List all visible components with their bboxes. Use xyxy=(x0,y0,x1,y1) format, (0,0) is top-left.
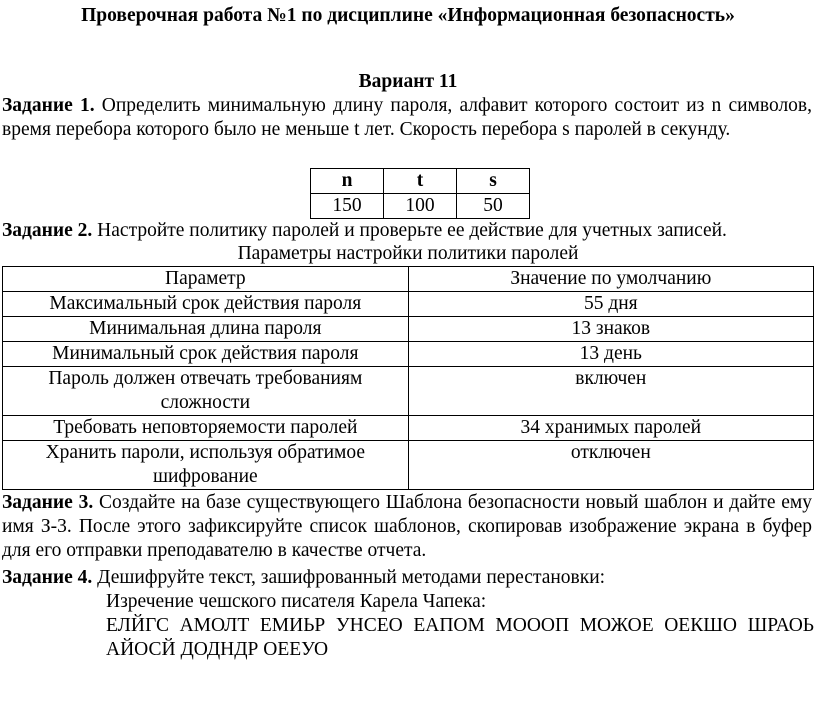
variant-heading: Вариант 11 xyxy=(358,71,458,92)
row-parameter: Хранить пароли, используя обратимое шифрование xyxy=(3,441,409,490)
row-value: 34 хранимых паролей xyxy=(408,416,813,441)
row-value: 13 знаков xyxy=(408,317,813,342)
table-row xyxy=(3,342,814,367)
task-4 xyxy=(2,566,812,590)
value-n: 150 xyxy=(311,194,384,219)
row-parameter: Пароль должен отвечать требованиям сложности xyxy=(3,367,409,416)
cipher-text: ЕЛЙГС АМОЛТ ЕМИЬР УНСЕО ЕАПОМ МОООП МОЖОЕ ОЕКШО ШРАОЬ АЙОСЙ ДОДНДР ОЕЕУО xyxy=(106,615,814,660)
table-row xyxy=(3,317,814,342)
task-3-label: Задание 3. xyxy=(2,492,94,513)
table-row xyxy=(3,367,814,416)
header-t: t xyxy=(384,169,457,194)
row-value: 13 день xyxy=(408,342,813,367)
header-s: s xyxy=(457,169,530,194)
parameters-header-row xyxy=(311,169,530,194)
table-row xyxy=(3,441,814,490)
task-1 xyxy=(2,94,812,142)
header-default-value: Значение по умолчанию xyxy=(408,267,813,292)
task-3 xyxy=(2,491,812,563)
task-4-text: Дешифруйте текст, зашифрованный методами перестановки: xyxy=(97,567,606,588)
document-title: Проверочная работа №1 по дисциплине «Информационная безопасность» xyxy=(81,5,735,26)
task-4-label: Задание 4. xyxy=(2,567,93,588)
parameters-value-row xyxy=(311,194,530,219)
row-parameter: Минимальный срок действия пароля xyxy=(3,342,409,367)
row-value: отключен xyxy=(408,441,813,490)
task-2-label: Задание 2. xyxy=(2,220,93,241)
policy-table-caption: Параметры настройки политики паролей xyxy=(237,243,579,264)
password-policy-table xyxy=(2,266,814,490)
table-row xyxy=(3,292,814,317)
value-t: 100 xyxy=(384,194,457,219)
row-parameter: Минимальная длина пароля xyxy=(3,317,409,342)
policy-header-row xyxy=(3,267,814,292)
value-s: 50 xyxy=(457,194,530,219)
header-n: n xyxy=(311,169,384,194)
table-row xyxy=(3,416,814,441)
parameters-table xyxy=(310,168,530,219)
row-value: включен xyxy=(408,367,813,416)
task-1-label: Задание 1. xyxy=(2,95,95,116)
row-parameter: Требовать неповторяемости паролей xyxy=(3,416,409,441)
task-2-text: Настройте политику паролей и проверьте ее действие для учетных записей. xyxy=(97,220,727,241)
row-value: 55 дня xyxy=(408,292,813,317)
header-parameter: Параметр xyxy=(3,267,409,292)
row-parameter: Максимальный срок действия пароля xyxy=(3,292,409,317)
task-3-text: Создайте на базе существующего Шаблона безопасности новый шаблон и дайте ему имя З-3. После этого зафиксируйте список шаблонов, скопировав изображение экрана в буфер для его отправки преподавателю в качестве отчета. xyxy=(2,492,812,561)
task-1-text: Определить минимальную длину пароля, алфавит которого состоит из n символов, время перебора которого было не меньше t лет. Скорость перебора s паролей в секунду. xyxy=(2,95,813,140)
task-2 xyxy=(2,219,812,243)
quote-title: Изречение чешского писателя Карела Чапека: xyxy=(106,591,487,612)
